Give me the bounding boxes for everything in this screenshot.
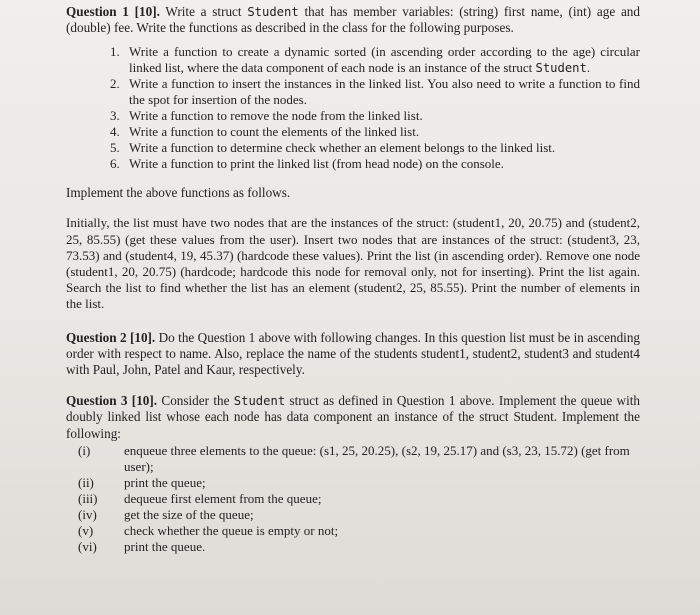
question-3-item-list [66, 443, 640, 555]
question-1-struct-name: Student [247, 5, 299, 19]
task-item [110, 108, 640, 124]
queue-item-number: (i) [78, 442, 91, 458]
queue-item-number: (v) [78, 522, 94, 538]
task-text: Write a function to print the linked list (from head node) on the console. [129, 156, 504, 172]
question-2-title: Question 2 [10]. [66, 329, 156, 345]
queue-item-number: (ii) [78, 474, 94, 490]
queue-item [78, 475, 640, 491]
task-item [110, 140, 640, 156]
question-2 [66, 330, 640, 379]
queue-item-text: print the queue. [124, 538, 206, 554]
question-1-intro-text-a: Write a struct [159, 4, 248, 19]
question-3-title: Question 3 [10]. [66, 393, 158, 409]
task-number: 6. [110, 156, 120, 172]
task-number: 2. [110, 76, 120, 92]
task-item [110, 76, 640, 108]
task-code: Student [535, 61, 587, 76]
task-text: Write a function to count the elements of the linked list. [129, 124, 420, 140]
question-1-intro [66, 4, 640, 36]
task-text [129, 44, 640, 76]
task-text-b: . [586, 60, 591, 76]
question-3-text-a: Consider the [157, 393, 234, 409]
task-item [110, 124, 640, 140]
task-number: 5. [110, 140, 120, 156]
question-3-text-b: struct as defined in Question 1 above. Implement the queue with doubly linked list whose each node has data component an instance of the struct [66, 393, 641, 425]
queue-item-text: get the size of the queue; [124, 506, 254, 522]
question-1-title: Question 1 [10]. [66, 4, 160, 19]
queue-item [78, 523, 640, 539]
task-text-a: Write a function to create a dynamic sorted (in ascending order according to the age) circular linked list, where the data component of each node is an instance of the struct [129, 44, 640, 76]
queue-item-text: print the queue; [124, 474, 206, 490]
queue-item-text: enqueue three elements to the queue: (s1, 25, 20.25), (s2, 19, 25.17) and (s3, 23, 15.72) (get from user); [124, 442, 630, 474]
queue-item-number: (vi) [78, 538, 97, 554]
task-text: Write a function to remove the node from the linked list. [129, 108, 423, 124]
queue-item-number: (iv) [78, 506, 97, 522]
queue-item-number: (iii) [78, 490, 98, 506]
task-text: Write a function to insert the instances in the linked list. You also need to write a function to find the spot for insertion of the nodes. [129, 76, 640, 108]
queue-item [78, 507, 640, 523]
question-1-paragraph: Initially, the list must have two nodes that are the instances of the struct: (student1, 20, 20.75) and (student2, 25, 85.55) (get these values from the user). Insert two nodes that are instances of the struct: (student3, 23, 73.53) and (student4, 19, 45.37) (hardcode these values). Print the list (in ascending order). Remove one node (student1, 20, 20.75) (hardcode; hardcode this node for removal only, not for inserting). Print the list again. Search the list to find whether the list has an element (student2, 25, 85.55). Print the number of elements in the list. [66, 215, 640, 312]
queue-item-text: check whether the queue is empty or not; [124, 522, 339, 538]
task-text: Write a function to determine check whether an element belongs to the linked list. [129, 140, 556, 156]
question-3-struct-name-2: Student [513, 409, 554, 425]
question-1-intro-text-b: that has member variables: (string) first name, (int) age and (double) fee. Write the functions as described in the class for the following purposes. [66, 4, 640, 36]
question-3 [66, 393, 640, 442]
queue-item-text: dequeue first element from the queue; [124, 490, 322, 506]
question-1-task-list [66, 44, 640, 172]
task-number: 1. [110, 44, 120, 60]
implement-instruction: Implement the above functions as follows. [66, 185, 291, 201]
question-3-struct-name: Student [233, 394, 286, 409]
question-3-text-c: . Implement the following: [66, 409, 640, 441]
task-item [110, 44, 640, 76]
queue-item [78, 443, 640, 475]
queue-item [78, 539, 640, 555]
task-item [110, 156, 640, 172]
task-number: 4. [110, 124, 120, 140]
question-2-text: Do the Question 1 above with following changes. In this question list must be in ascending order with respect to name. Also, replace the name of the students student1, student2, student3 and student4 with Paul, John, Patel and Kaur, respectively. [66, 329, 641, 378]
queue-item [78, 491, 640, 507]
task-number: 3. [110, 108, 120, 124]
